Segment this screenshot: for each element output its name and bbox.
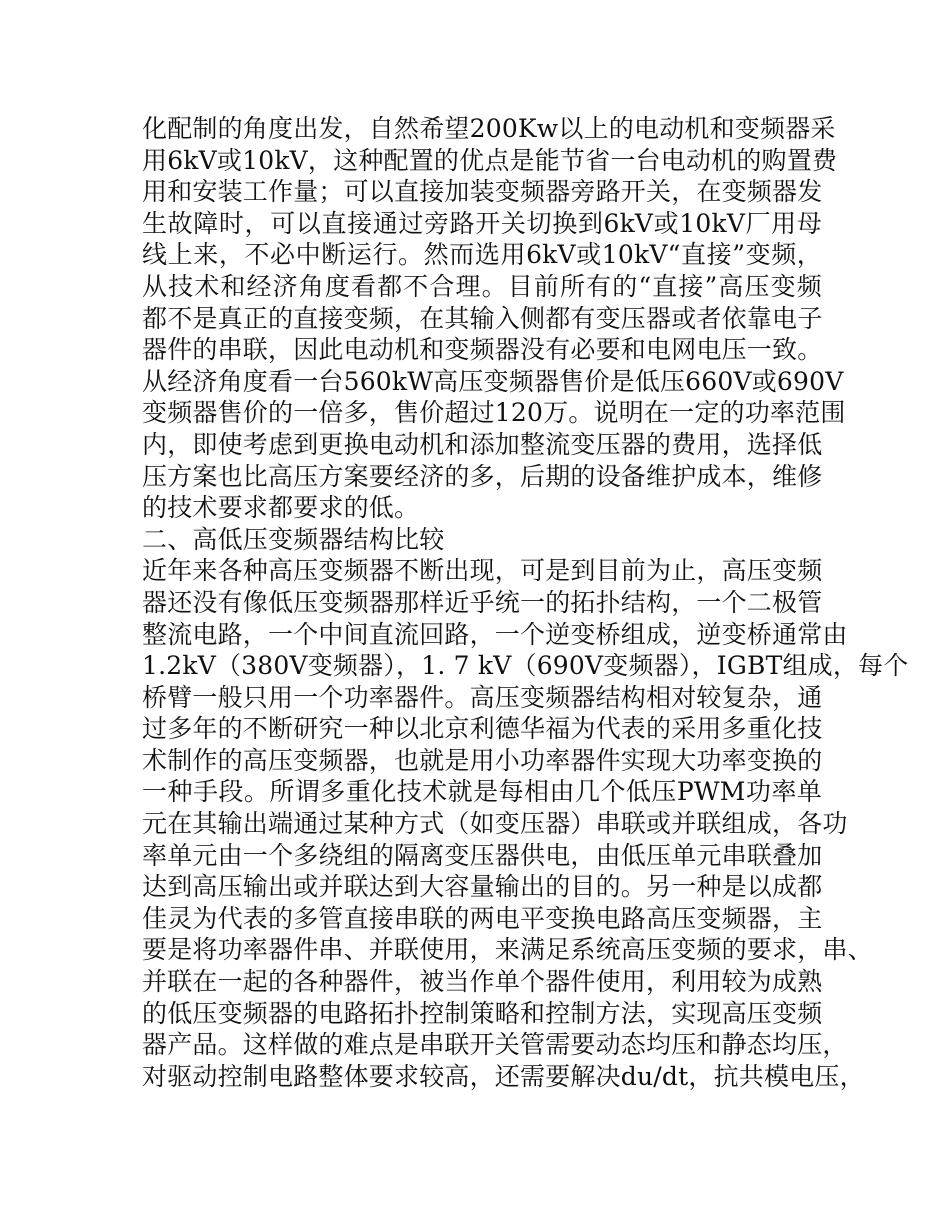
body-text <box>142 113 909 1092</box>
text-line: 用6kV或10kV，这种配置的优点是能节省一台电动机的购置费 <box>142 145 838 175</box>
text-line: 用和安装工作量；可以直接加装变频器旁路开关，在变频器发 <box>142 177 823 207</box>
text-line: 器产品。这样做的难点是串联开关管需要动态均压和静态均压， <box>142 1030 848 1060</box>
text-line: 近年来各种高压变频器不断出现，可是到目前为止，高压变频 <box>142 556 823 586</box>
section-heading: 二、高低压变频器结构比较 <box>142 524 445 554</box>
text-line: 从经济角度看一台560kW高压变频器售价是低压660V或690V <box>142 366 844 396</box>
text-line: 一种手段。所谓多重化技术就是每相由几个低压PWM功率单 <box>142 777 822 807</box>
text-line: 要是将功率器件串、并联使用，来满足系统高压变频的要求，串、 <box>142 935 873 965</box>
text-line: 都不是真正的直接变频，在其输入侧都有变压器或者依靠电子 <box>142 303 823 333</box>
text-line: 线上来，不必中断运行。然而选用6kV或10kV“直接”变频， <box>142 240 822 270</box>
text-line: 桥臂一般只用一个功率器件。高压变频器结构相对较复杂，通 <box>142 682 823 712</box>
text-line: 元在其输出端通过某种方式（如变压器）串联或并联组成，各功 <box>142 809 848 839</box>
text-line: 器还没有像低压变频器那样近乎统一的拓扑结构，一个二极管 <box>142 587 823 617</box>
text-line: 生故障时，可以直接通过旁路开关切换到6kV或10kV厂用母 <box>142 208 822 238</box>
text-line: 率单元由一个多绕组的隔离变压器供电，由低压单元串联叠加 <box>142 840 823 870</box>
text-line: 的低压变频器的电路拓扑控制策略和控制方法，实现高压变频 <box>142 998 823 1028</box>
text-line: 从技术和经济角度看都不合理。目前所有的“直接”高压变频 <box>142 271 822 301</box>
text-line: 的技术要求都要求的低。 <box>142 493 420 523</box>
text-line: 内，即使考虑到更换电动机和添加整流变压器的费用，选择低 <box>142 429 823 459</box>
text-line: 器件的串联，因此电动机和变频器没有必要和电网电压一致。 <box>142 335 823 365</box>
text-line: 佳灵为代表的多管直接串联的两电平变换电路高压变频器，主 <box>142 903 823 933</box>
text-line: 化配制的角度出发，自然希望200Kw以上的电动机和变频器采 <box>142 114 836 143</box>
text-line: 压方案也比高压方案要经济的多，后期的设备维护成本，维修 <box>142 461 823 491</box>
text-line: 并联在一起的各种器件，被当作单个器件使用，利用较为成熟 <box>142 967 823 997</box>
text-line: 变频器售价的一倍多，售价超过120万。说明在一定的功率范围 <box>142 398 846 428</box>
text-line: 对驱动控制电路整体要求较高，还需要解决du/dt，抗共模电压， <box>142 1061 865 1091</box>
text-line: 术制作的高压变频器，也就是用小功率器件实现大功率变换的 <box>142 745 823 775</box>
text-line: 1.2kV（380V变频器），1. 7 kV（690V变频器），IGBT组成，每个 <box>142 651 909 681</box>
text-line: 过多年的不断研究一种以北京利德华福为代表的采用多重化技 <box>142 714 823 744</box>
text-line: 达到高压输出或并联达到大容量输出的目的。另一种是以成都 <box>142 872 823 902</box>
text-line: 整流电路，一个中间直流回路，一个逆变桥组成，逆变桥通常由 <box>142 619 848 649</box>
